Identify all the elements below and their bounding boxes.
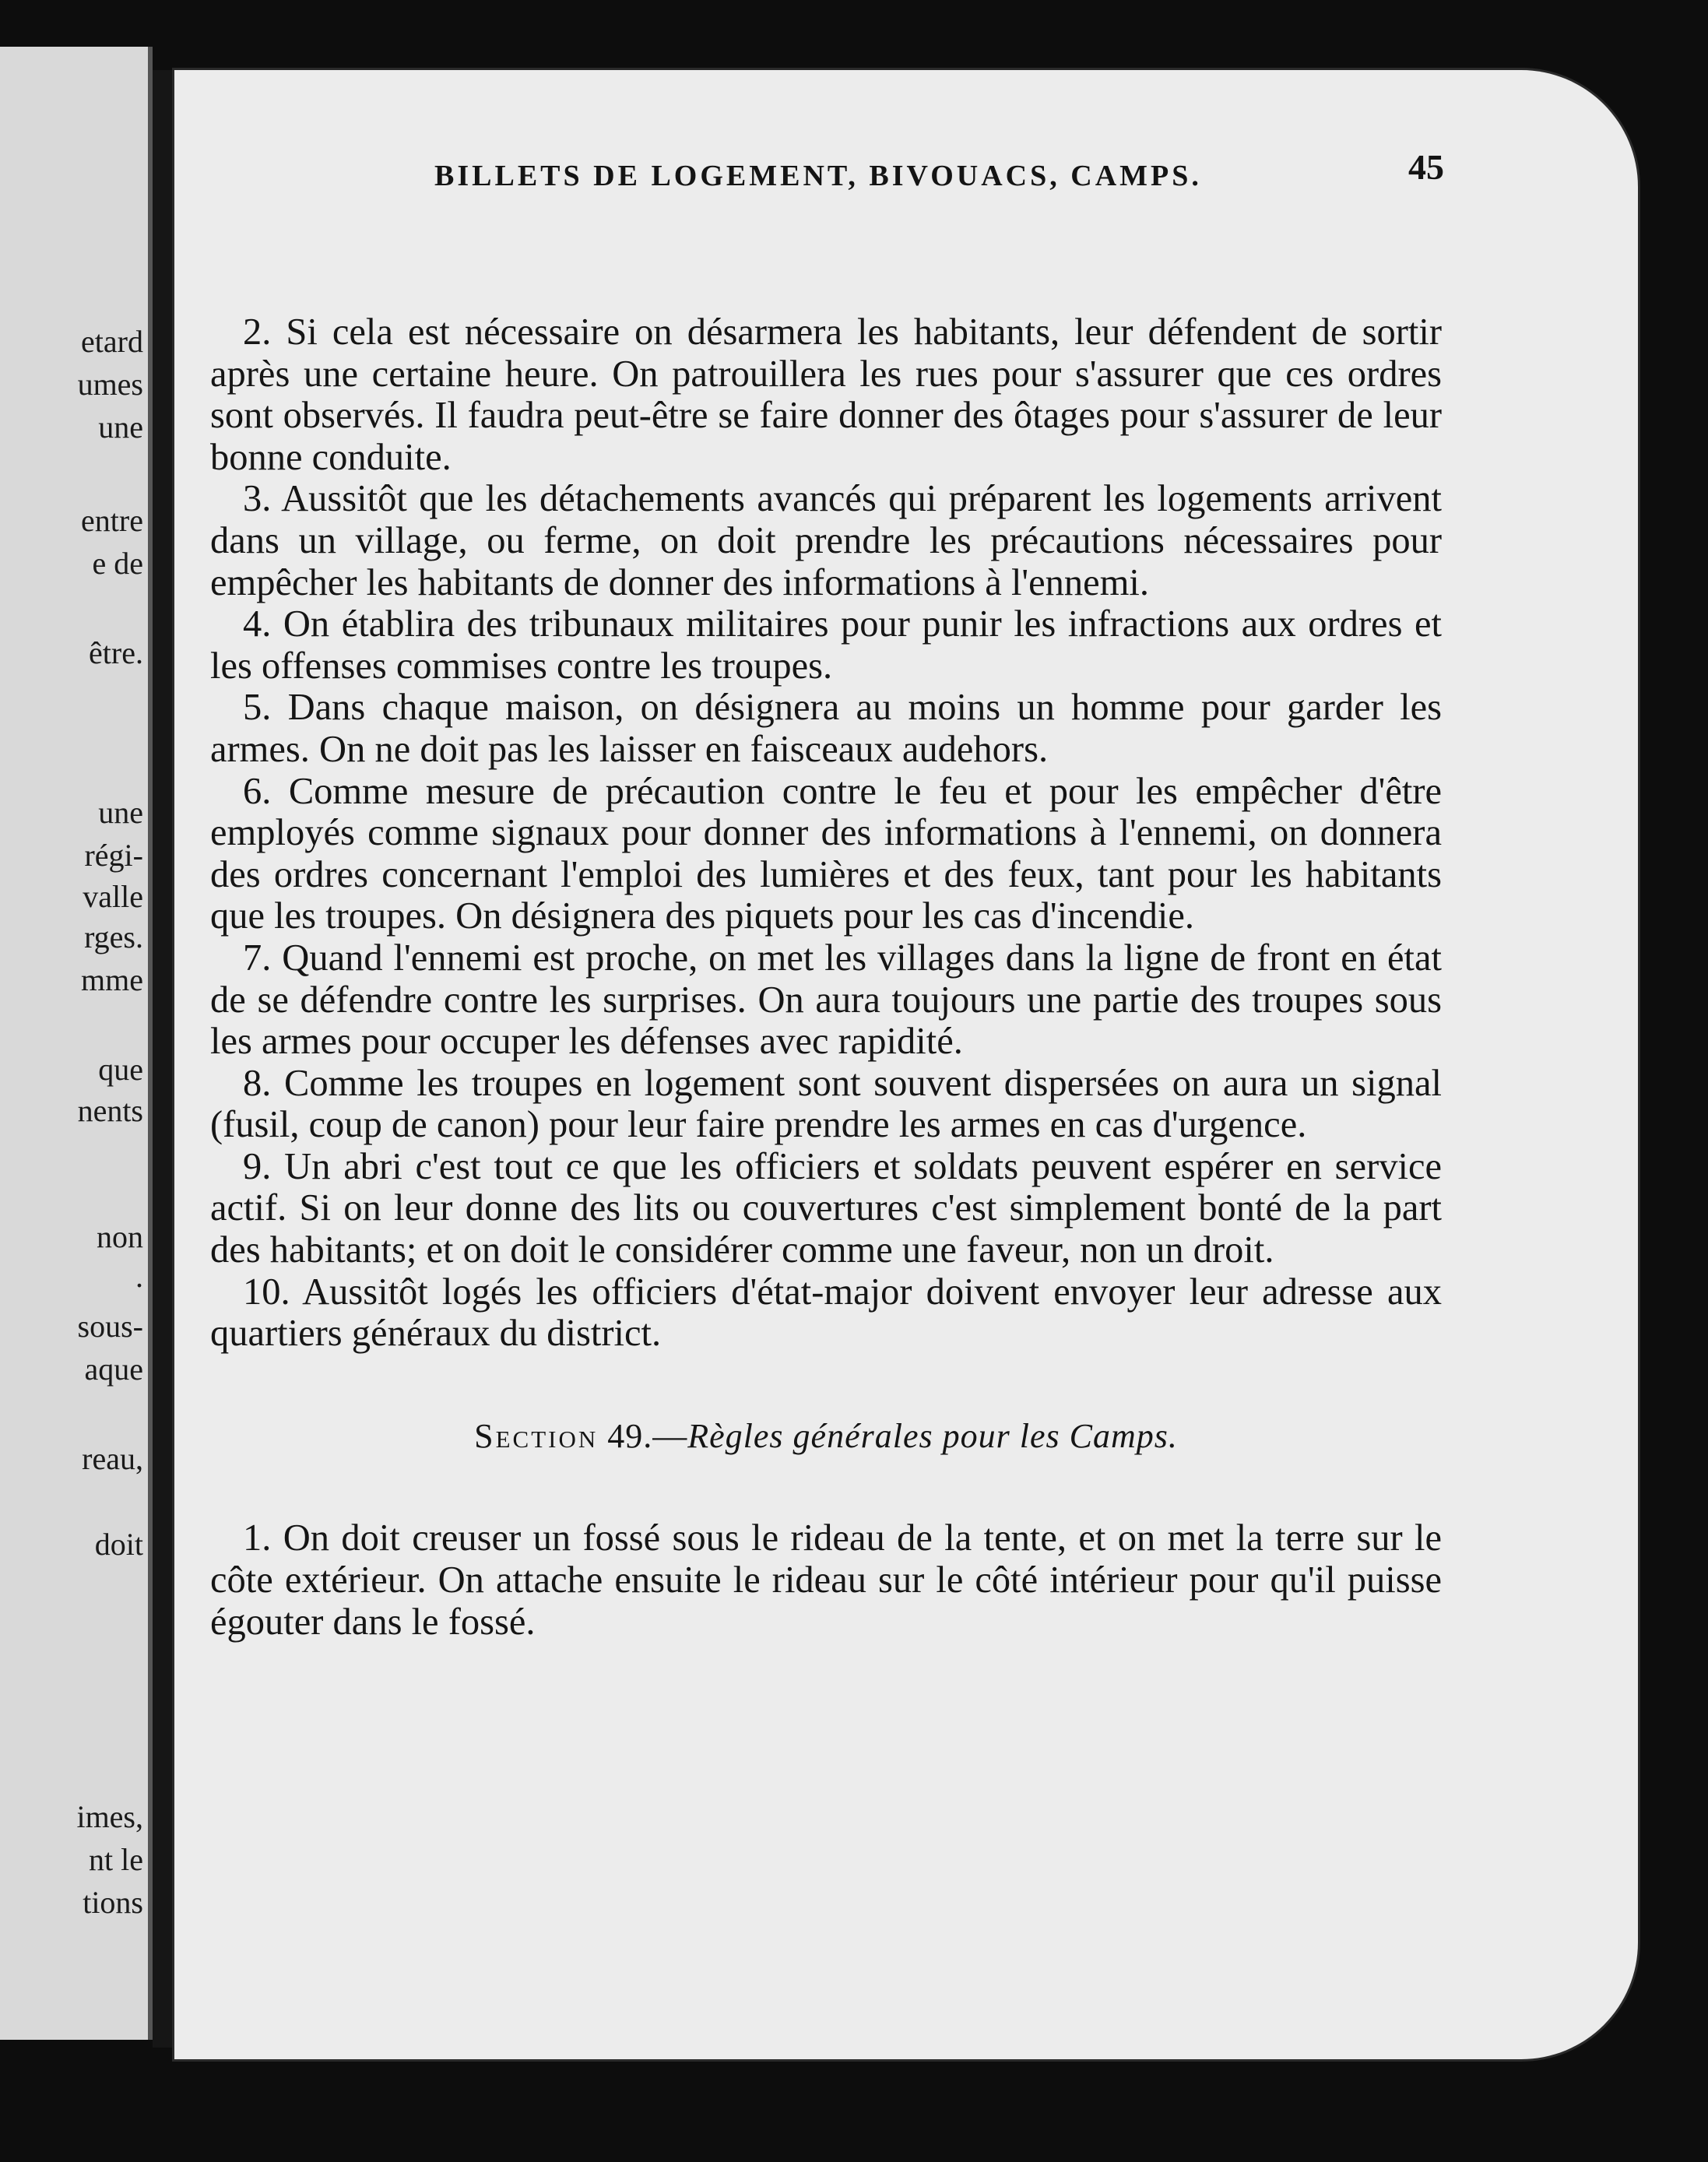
left-page-fragment: une [98,795,143,830]
left-page-fragment: nt le [89,1842,143,1877]
paragraph-2: 2. Si cela est nécessaire on désarmera les habitants, leur défendent de sortir après une certaine heure. On patrouillera les rues pour s'assurer que ces ordres sont observés. Il faudra peut-être se faire donner des ôtages pour s'assurer de leur bonne conduite. [210,311,1442,478]
paragraph-4: 4. On établira des tribunaux militaires pour punir les infractions aux ordres et les offenses commises contre les troupes. [210,603,1442,687]
left-page-fragment: non [97,1219,143,1254]
left-page-fragment: régi- [84,838,143,873]
left-page-fragment: entre [81,503,143,538]
paragraph-7: 7. Quand l'ennemi est proche, on met les villages dans la ligne de front en état de se défendre contre les surprises. On aura toujours une partie des troupes sous les armes pour occuper les défenses avec rapidité. [210,937,1442,1063]
section-title: Règles générales pour les Camps. [687,1416,1178,1455]
paragraph-9: 9. Un abri c'est tout ce que les officiers et soldats peuvent espérer en service actif. Si on leur donne des lits ou couvertures c'est simplement bonté de la part des habitants; et on doit le considérer comme une faveur, non un droit. [210,1145,1442,1271]
running-title: BILLETS DE LOGEMENT, BIVOUACS, CAMPS. [434,160,1202,192]
left-page-fragment: une [98,410,143,445]
page-header [257,146,1444,209]
left-page-fragment: être. [89,635,143,670]
section-number: 49. [607,1416,653,1455]
left-page-fragment: etard [81,324,143,359]
paragraph-10: 10. Aussitôt logés les officiers d'état-major doivent envoyer leur adresse aux quartiers généraux du district. [210,1271,1442,1355]
page-body [210,311,1442,1643]
facing-left-page [0,47,153,2040]
left-page-fragment: . [135,1259,143,1294]
paragraph-5: 5. Dans chaque maison, on désignera au moins un homme pour garder les armes. On ne doit pas les laisser en faisceaux audehors. [210,687,1442,770]
left-page-fragment: mme [81,962,143,997]
left-page-fragment: reau, [82,1441,143,1476]
left-page-fragment: e de [92,546,143,581]
paragraph-3: 3. Aussitôt que les détachements avancés qui préparent les logements arrivent dans un village, ou ferme, on doit prendre les précautions nécessaires pour empêcher les habitants de donner des informations à l'ennemi. [210,478,1442,603]
page-number: 45 [1408,147,1444,187]
left-page-fragment: rges. [84,919,143,954]
left-page-fragment: que [98,1052,143,1087]
left-page-fragment: sous- [77,1309,143,1344]
left-page-fragment: nents [77,1093,143,1128]
left-page-fragment: tions [83,1885,143,1920]
left-page-fragment: valle [83,879,143,914]
left-page-fragment: imes, [76,1799,143,1834]
section-label: Section [474,1416,599,1455]
left-page-fragment: doit [94,1527,143,1562]
book-spine [153,70,174,2048]
paragraph-6: 6. Comme mesure de précaution contre le feu et pour les empêcher d'être employés comme signaux pour donner des informations à l'ennemi, on donnera des ordres concernant l'emploi des lumières et des feux, tant pour les habitants que les troupes. On désignera des piquets pour les cas d'incendie. [210,770,1442,937]
section-heading [210,1415,1442,1457]
section-paragraph-1: 1. On doit creuser un fossé sous le rideau de la tente, et on met la terre sur le côte extérieur. On attache ensuite le rideau sur le côté intérieur pour qu'il puisse égouter dans le fossé. [210,1517,1442,1643]
left-page-fragment: umes [77,367,143,402]
section-dash: — [652,1416,688,1455]
paragraph-8: 8. Comme les troupes en logement sont souvent dispersées on aura un signal (fusil, coup de canon) pour leur faire prendre les armes en cas d'urgence. [210,1062,1442,1146]
left-page-fragment: aque [84,1352,143,1387]
